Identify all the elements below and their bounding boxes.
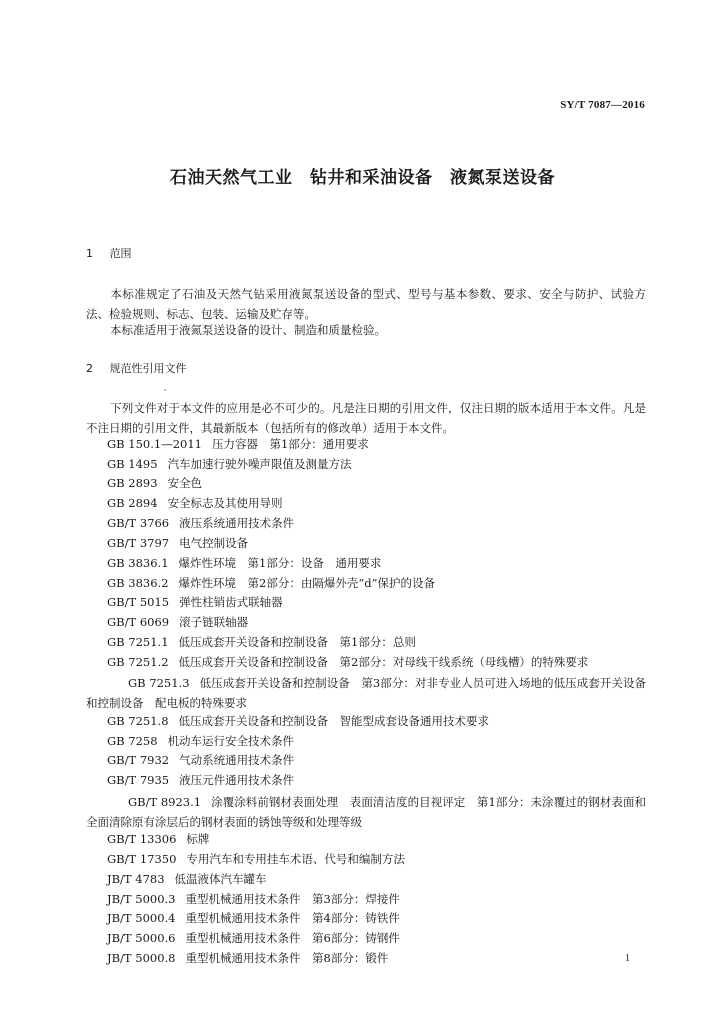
reference-title: 电气控制设备 bbox=[179, 536, 249, 550]
reference-code: JB/T 5000.3 bbox=[107, 892, 176, 906]
reference-title: 安全色 bbox=[167, 476, 203, 490]
section-1-heading bbox=[86, 245, 132, 261]
reference-title: 低压成套开关设备和控制设备 第1部分：总则 bbox=[178, 635, 416, 649]
reference-code: GB 2894 bbox=[107, 496, 158, 510]
reference-code: GB/T 3797 bbox=[107, 536, 170, 550]
scan-mark: , bbox=[164, 383, 167, 392]
section-2-heading bbox=[86, 360, 187, 376]
reference-item bbox=[107, 950, 388, 966]
reference-title: 压力容器 第1部分：通用要求 bbox=[211, 437, 369, 451]
reference-item bbox=[107, 614, 248, 630]
reference-item bbox=[107, 831, 209, 847]
reference-code: GB 150.1—2011 bbox=[107, 437, 202, 451]
document-title: 石油天然气工业 钻井和采油设备 液氮泵送设备 bbox=[170, 168, 555, 188]
reference-item bbox=[107, 495, 283, 511]
reference-code: JB/T 5000.8 bbox=[107, 951, 176, 965]
reference-title: 标牌 bbox=[186, 832, 210, 846]
reference-code: GB 7251.3 bbox=[128, 676, 190, 690]
reference-item bbox=[107, 515, 294, 531]
reference-item bbox=[107, 555, 381, 571]
reference-item bbox=[86, 792, 646, 832]
reference-title: 弹性柱销齿式联轴器 bbox=[179, 595, 283, 609]
reference-code: GB/T 6069 bbox=[107, 615, 170, 629]
reference-code: GB/T 7932 bbox=[107, 753, 170, 767]
reference-item bbox=[107, 930, 400, 946]
reference-title: 重型机械通用技术条件 第6部分：铸钢件 bbox=[185, 931, 400, 945]
reference-code: GB/T 3766 bbox=[107, 516, 170, 530]
reference-code: GB 7251.2 bbox=[107, 655, 169, 669]
reference-code: GB/T 8923.1 bbox=[128, 795, 202, 809]
reference-item bbox=[107, 654, 588, 670]
section-title: 规范性引用文件 bbox=[109, 362, 187, 375]
reference-item bbox=[107, 772, 294, 788]
reference-title: 低温液体汽车罐车 bbox=[174, 872, 267, 886]
reference-item bbox=[107, 475, 202, 491]
reference-title: 重型机械通用技术条件 第8部分：锻件 bbox=[185, 951, 389, 965]
paragraph-text: 本标准适用于液氮泵送设备的设计、制造和质量检验。 bbox=[110, 323, 386, 337]
reference-item bbox=[107, 436, 369, 452]
reference-code: GB 3836.2 bbox=[107, 576, 169, 590]
reference-code: JB/T 5000.4 bbox=[107, 911, 176, 925]
reference-title: 低压成套开关设备和控制设备 第3部分：对非专业人员可进入场地的低压成套开关设备和控制设备 配电板的特殊要求 bbox=[86, 676, 646, 710]
reference-title: 安全标志及其使用导则 bbox=[167, 496, 283, 510]
reference-item bbox=[107, 535, 248, 551]
reference-item bbox=[107, 910, 400, 926]
page-number: 1 bbox=[625, 953, 630, 964]
reference-title: 汽车加速行驶外噪声限值及测量方法 bbox=[167, 457, 352, 471]
paragraph-text: 下列文件对于本文件的应用是必不可少的。凡是注日期的引用文件，仅注日期的版本适用于本文件。凡是不注日期的引用文件，其最新版本（包括所有的修改单）适用于本文件。 bbox=[86, 401, 646, 435]
section-number: 1 bbox=[86, 247, 93, 260]
reference-code: GB 7251.1 bbox=[107, 635, 169, 649]
reference-code: GB 2893 bbox=[107, 476, 158, 490]
reference-code: GB 7251.8 bbox=[107, 714, 169, 728]
reference-code: GB/T 7935 bbox=[107, 773, 170, 787]
reference-code: JB/T 4783 bbox=[107, 872, 165, 886]
section-title: 范围 bbox=[109, 247, 132, 260]
reference-title: 低压成套开关设备和控制设备 智能型成套设备通用技术要求 bbox=[178, 714, 490, 728]
reference-code: GB/T 17350 bbox=[107, 852, 177, 866]
scope-paragraph-2 bbox=[86, 320, 646, 340]
reference-title: 专用汽车和专用挂车术语、代号和编制方法 bbox=[186, 852, 405, 866]
reference-title: 气动系统通用技术条件 bbox=[179, 753, 295, 767]
reference-title: 爆炸性环境 第1部分：设备 通用要求 bbox=[178, 556, 382, 570]
reference-title: 滚子链联轴器 bbox=[179, 615, 249, 629]
reference-item bbox=[107, 456, 352, 472]
document-number: SY/T 7087—2016 bbox=[560, 99, 645, 111]
reference-title: 重型机械通用技术条件 第4部分：铸铁件 bbox=[185, 911, 400, 925]
reference-item bbox=[107, 871, 267, 887]
scope-paragraph-1 bbox=[86, 284, 646, 324]
section-number: 2 bbox=[86, 362, 93, 375]
reference-title: 液压系统通用技术条件 bbox=[179, 516, 295, 530]
reference-item bbox=[107, 713, 489, 729]
reference-item bbox=[107, 891, 400, 907]
reference-title: 爆炸性环境 第2部分：由隔爆外壳“d”保护的设备 bbox=[178, 576, 435, 590]
reference-item bbox=[107, 733, 294, 749]
reference-title: 液压元件通用技术条件 bbox=[179, 773, 295, 787]
reference-item bbox=[86, 673, 646, 713]
reference-title: 机动车运行安全技术条件 bbox=[167, 734, 295, 748]
references-intro bbox=[86, 398, 646, 438]
reference-code: GB 1495 bbox=[107, 457, 158, 471]
reference-code: JB/T 5000.6 bbox=[107, 931, 176, 945]
reference-title: 重型机械通用技术条件 第3部分：焊接件 bbox=[185, 892, 400, 906]
reference-item bbox=[107, 594, 283, 610]
reference-title: 低压成套开关设备和控制设备 第2部分：对母线干线系统（母线槽）的特殊要求 bbox=[178, 655, 589, 669]
reference-code: GB 7258 bbox=[107, 734, 158, 748]
reference-code: GB/T 13306 bbox=[107, 832, 177, 846]
reference-item bbox=[107, 575, 435, 591]
reference-item bbox=[107, 752, 294, 768]
reference-code: GB 3836.1 bbox=[107, 556, 169, 570]
reference-title: 涂覆涂料前钢材表面处理 表面清洁度的目视评定 第1部分：未涂覆过的钢材表面和全面清除原有涂层后的钢材表面的锈蚀等级和处理等级 bbox=[86, 795, 646, 829]
paragraph-text: 本标准规定了石油及天然气钻采用液氮泵送设备的型式、型号与基本参数、要求、安全与防护、试验方法、检验规则、标志、包装、运输及贮存等。 bbox=[86, 287, 646, 321]
reference-code: GB/T 5015 bbox=[107, 595, 170, 609]
reference-item bbox=[107, 851, 405, 867]
reference-item bbox=[107, 634, 416, 650]
